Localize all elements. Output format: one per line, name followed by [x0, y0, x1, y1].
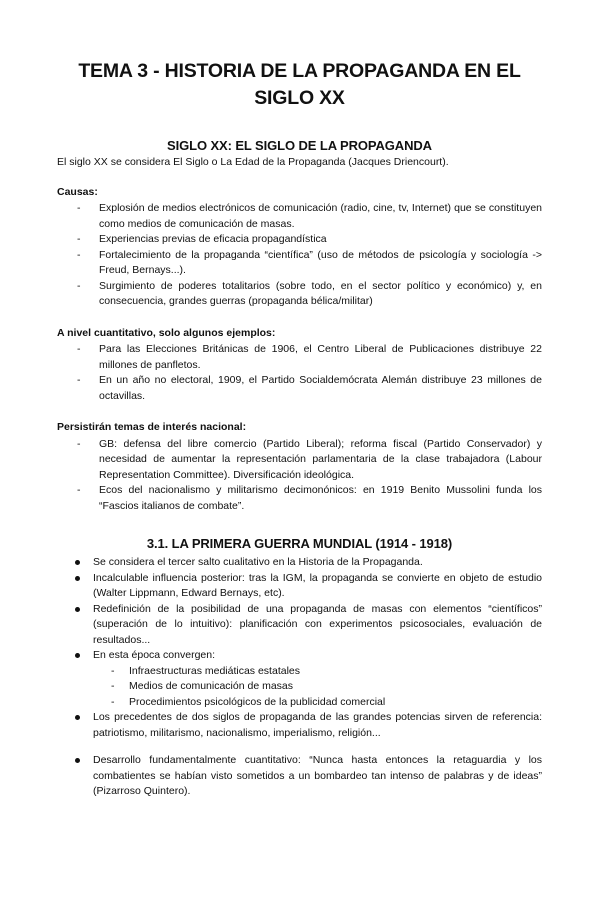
quantitative-heading: A nivel cuantitativo, solo algunos ejemplos:: [57, 326, 276, 339]
list-item: Incalculable influencia posterior: tras la IGM, la propaganda se convierte en objeto de estudio (Walter Lippmann, Edward Bernays, etc).: [57, 571, 542, 602]
bullet-icon: [75, 576, 80, 581]
bullet-icon: [75, 758, 80, 763]
document-title: TEMA 3 - HISTORIA DE LA PROPAGANDA EN EL SIGLO XX: [78, 60, 521, 109]
dash-marker: -: [77, 374, 81, 386]
list-item: - Explosión de medios electrónicos de comunicación (radio, cine, tv, Internet) que se constituyen como medios de comunicación de masas.: [77, 202, 542, 230]
dash-marker: -: [111, 695, 115, 708]
wwi-bullet-list: [57, 555, 542, 800]
section-heading-primera-guerra-mundial: 3.1. LA PRIMERA GUERRA MUNDIAL (1914 - 1918): [146, 536, 453, 551]
list-item: Redefinición de la posibilidad de una propaganda de masas con elementos “científicos” (superación de lo intuitivo): planificación con experimentos psicosociales, evaluación de resultados...: [57, 602, 542, 649]
national-themes-list: [57, 437, 542, 515]
sublist-item: - Procedimientos psicológicos de la publicidad comercial: [93, 695, 542, 711]
list-item: En esta época convergen: - Infraestructuras mediáticas estatales - Medios de comunicación de masas - Procedimientos psicológicos de la publicidad comercial: [57, 648, 542, 710]
bullet-icon: [75, 607, 80, 612]
bullet-icon: [75, 715, 80, 720]
bullet-icon: [75, 560, 80, 565]
list-item: - Para las Elecciones Británicas de 1906, el Centro Liberal de Publicaciones distribuye 22 millones de panfletos.: [77, 343, 542, 371]
dash-marker: -: [77, 437, 81, 450]
quantitative-list: [57, 342, 542, 404]
list-item: Los precedentes de dos siglos de propaganda de las grandes potencias sirven de referencia: patriotismo, militarismo, nacionalismo, imperialismo, religión...: [57, 710, 542, 741]
national-themes-heading: Persistirán temas de interés nacional:: [57, 421, 247, 433]
list-item: Se considera el tercer salto cualitativo en la Historia de la Propaganda.: [57, 555, 542, 571]
dash-marker: -: [77, 484, 81, 496]
causes-list: [57, 201, 542, 310]
causes-heading: Causas:: [57, 185, 98, 198]
dash-marker: -: [77, 279, 81, 292]
dash-marker: -: [111, 680, 115, 692]
list-item: - Surgimiento de poderes totalitarios (sobre todo, en el sector político y económico) y, en consecuencia, grandes guerras (propaganda bélica/militar): [77, 279, 542, 307]
document-page: [0, 58, 600, 906]
bullet-icon: [75, 653, 80, 658]
dash-marker: -: [77, 233, 81, 245]
converge-sublist: [93, 664, 542, 711]
dash-marker: -: [111, 664, 115, 677]
list-item: Desarrollo fundamentalmente cuantitativo: “Nunca hasta entonces la retaguardia y los combatientes se habían visto sometidos a un bombardeo tan intenso de palabras y de ideas” (Pizarroso Quintero).: [57, 753, 542, 800]
dash-marker: -: [77, 343, 81, 355]
list-item: - Ecos del nacionalismo y militarismo decimonónicos: en 1919 Benito Mussolini funda los “Fascios italianos de combate”.: [77, 484, 542, 512]
intro-paragraph: El siglo XX se considera El Siglo o La Edad de la Propaganda (Jacques Driencourt).: [57, 156, 449, 168]
list-item: - En un año no electoral, 1909, el Partido Socialdemócrata Alemán distribuye 23 millones de octavillas.: [77, 374, 542, 402]
sublist-item: - Medios de comunicación de masas: [93, 679, 542, 695]
dash-marker: -: [77, 248, 81, 261]
dash-marker: -: [77, 202, 81, 214]
section-heading-siglo-xx: SIGLO XX: EL SIGLO DE LA PROPAGANDA: [167, 138, 432, 153]
list-item: - Experiencias previas de eficacia propagandística: [57, 232, 542, 248]
list-item: - Fortalecimiento de la propaganda “científica” (uso de métodos de psicología y sociología -> Freud, Bernays...).: [77, 248, 542, 276]
list-item: - GB: defensa del libre comercio (Partido Liberal); reforma fiscal (Partido Conservador) y necesidad de aumentar la representación parlamentaria de la clase trabajadora (Labour Representation Committee). Diversificación ideológica.: [77, 437, 542, 481]
sublist-item: - Infraestructuras mediáticas estatales: [93, 664, 542, 680]
